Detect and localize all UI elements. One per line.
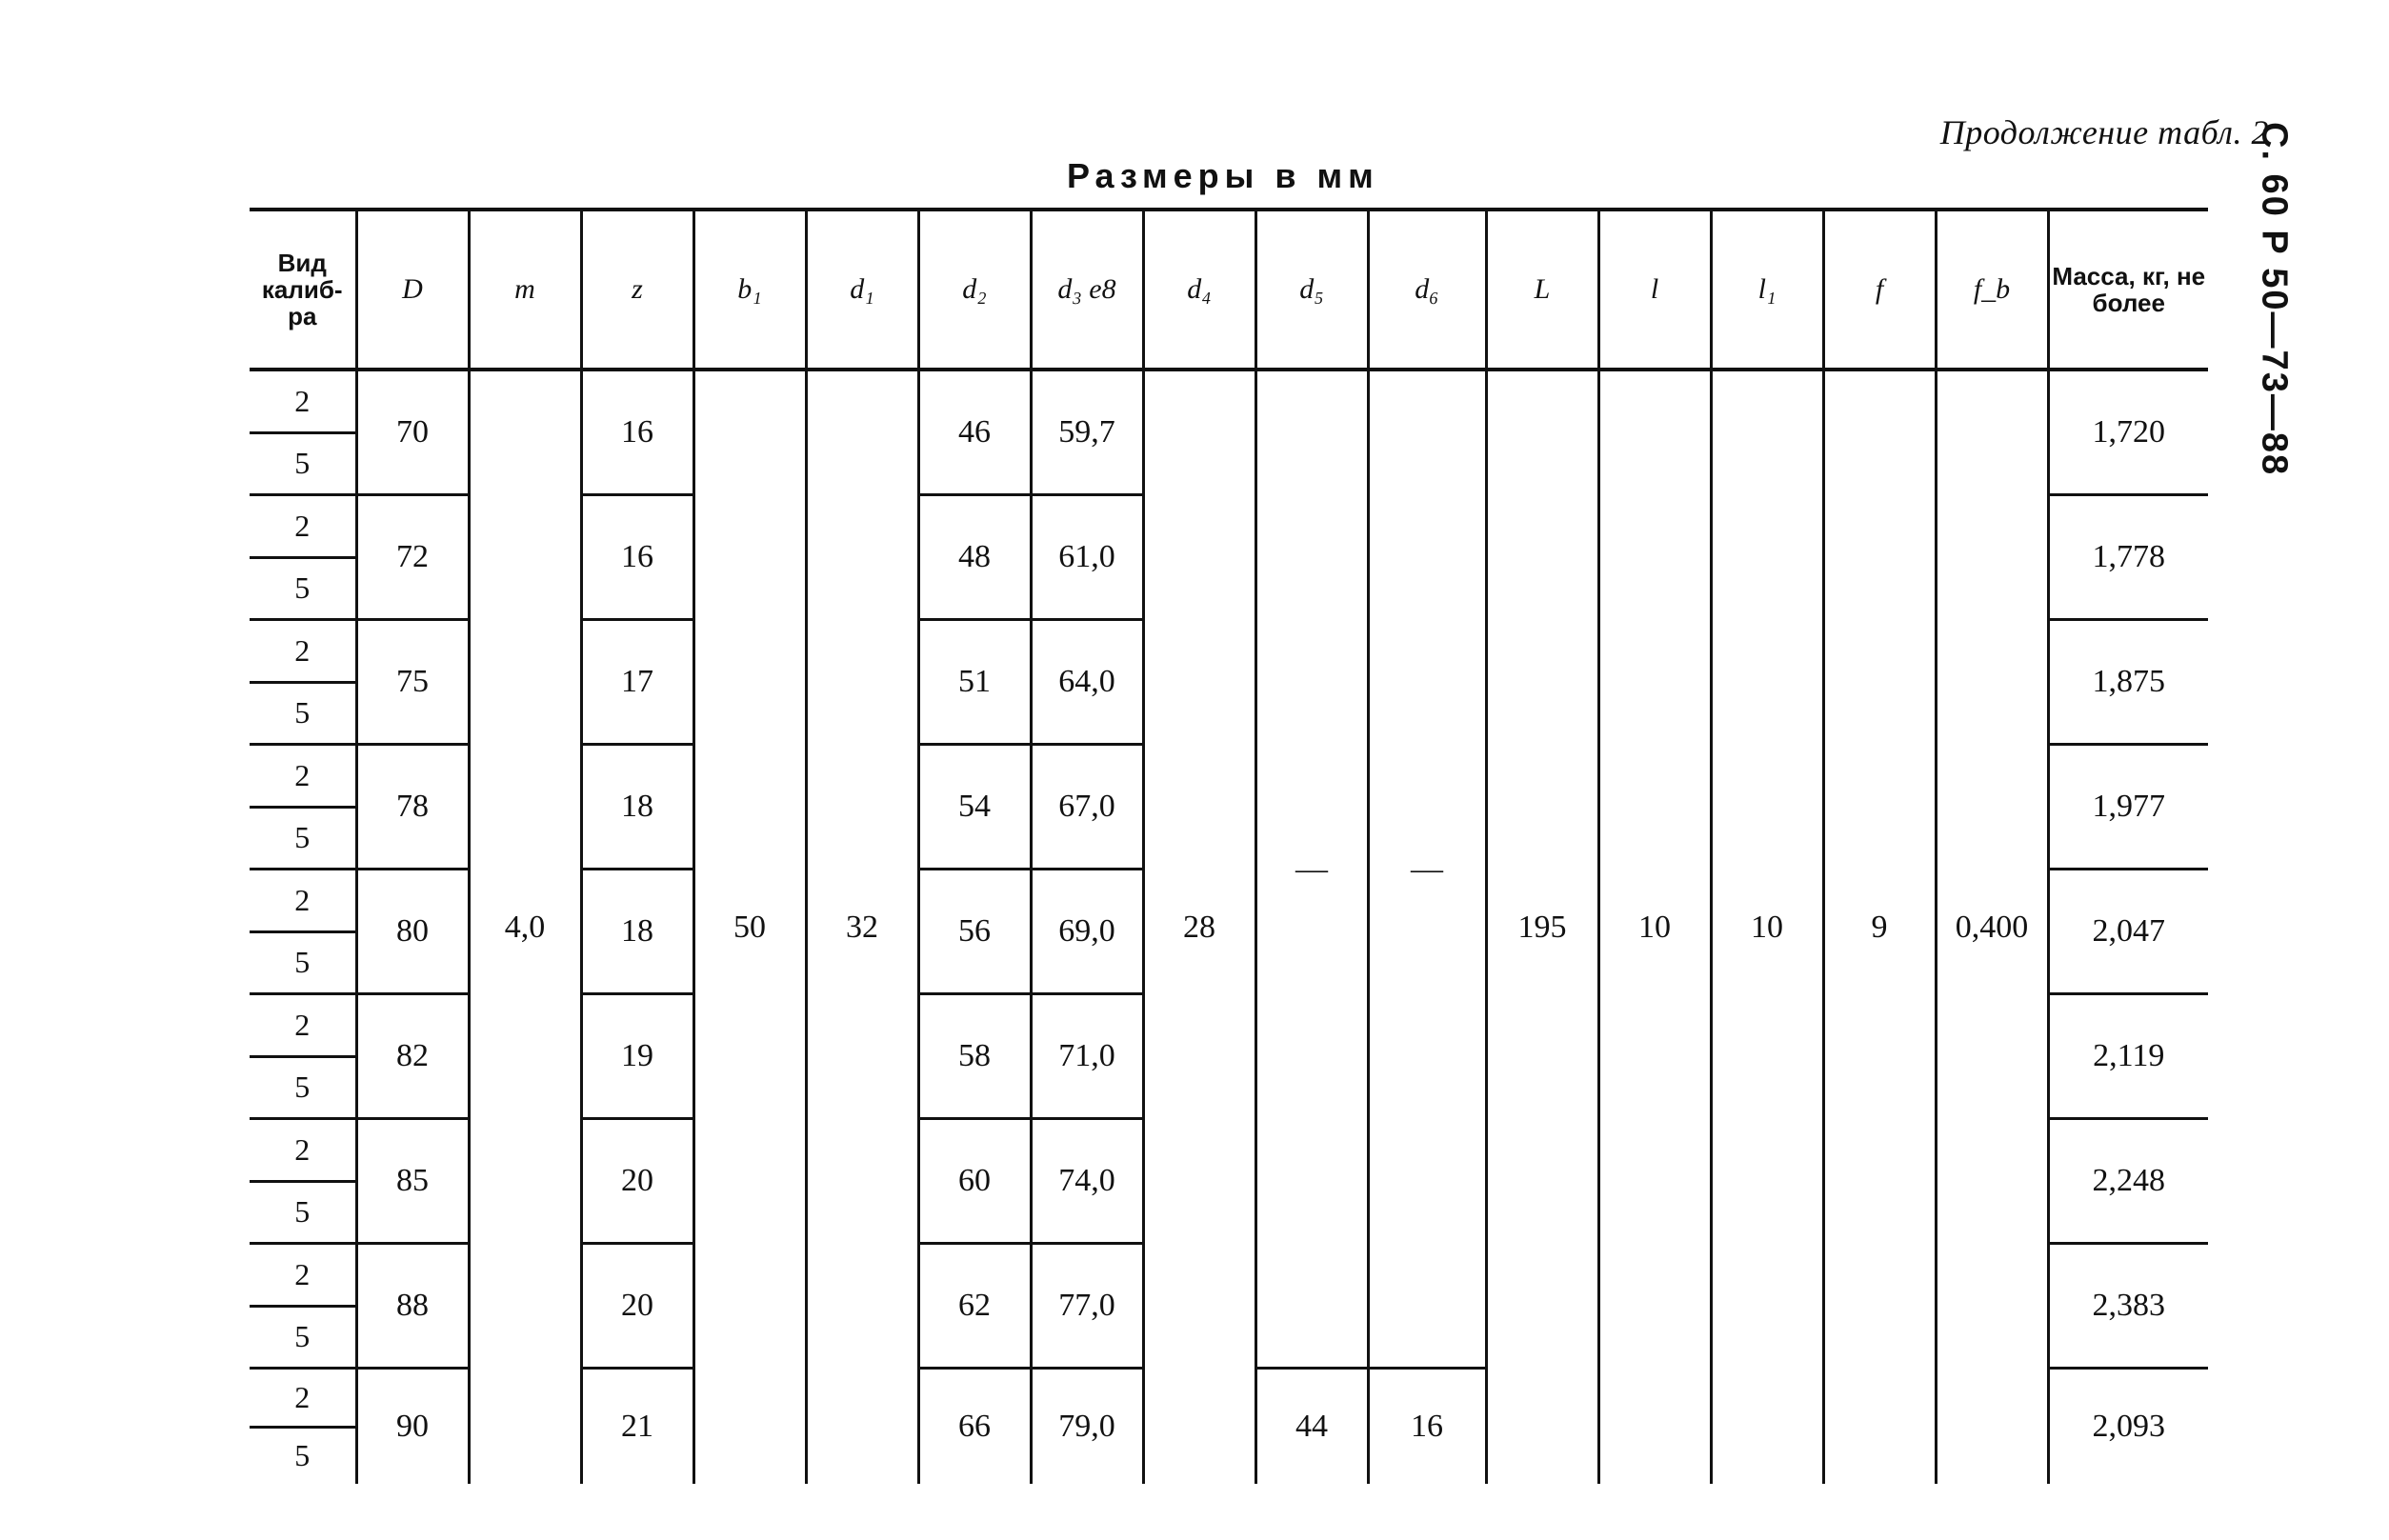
header-m: m	[469, 210, 581, 370]
kind-cell	[250, 994, 356, 1119]
cell-d2: 56	[918, 870, 1031, 994]
kind-bottom: 5	[294, 695, 311, 730]
cell-D: 85	[356, 1119, 469, 1244]
kind-bottom: 5	[294, 945, 311, 980]
cell-d2: 46	[918, 370, 1031, 495]
cell-z: 16	[581, 370, 693, 495]
kind-top: 2	[250, 870, 355, 933]
cell-z: 17	[581, 620, 693, 745]
cell-d3: 67,0	[1031, 745, 1143, 870]
header-kind: Вид калиб-ра	[250, 210, 356, 370]
table-row	[250, 370, 2208, 495]
table-header-row	[250, 210, 2208, 370]
kind-bottom: 5	[294, 1319, 311, 1354]
cell-D: 80	[356, 870, 469, 994]
cell-D: 70	[356, 370, 469, 495]
kind-fraction	[250, 746, 355, 868]
cell-d3: 61,0	[1031, 495, 1143, 620]
kind-cell	[250, 870, 356, 994]
kind-fraction	[250, 496, 355, 618]
cell-mass: 1,875	[2048, 620, 2208, 745]
kind-cell	[250, 370, 356, 495]
cell-z: 16	[581, 495, 693, 620]
cell-d2: 51	[918, 620, 1031, 745]
dimensions-table	[250, 208, 2208, 1484]
cell-z: 20	[581, 1119, 693, 1244]
header-f: f	[1823, 210, 1936, 370]
cell-D: 88	[356, 1244, 469, 1369]
kind-cell	[250, 1369, 356, 1485]
page-code-text: С. 60 Р 50—73—88	[2254, 122, 2295, 477]
cell-z: 21	[581, 1369, 693, 1485]
cell-d3: 59,7	[1031, 370, 1143, 495]
cell-z: 19	[581, 994, 693, 1119]
cell-f: 9	[1823, 370, 1936, 1484]
header-L: L	[1486, 210, 1598, 370]
cell-mass: 1,720	[2048, 370, 2208, 495]
cell-d3: 71,0	[1031, 994, 1143, 1119]
cell-d2: 60	[918, 1119, 1031, 1244]
kind-top: 2	[250, 496, 355, 559]
cell-D: 82	[356, 994, 469, 1119]
kind-cell	[250, 495, 356, 620]
kind-fraction	[250, 870, 355, 992]
cell-mass: 2,248	[2048, 1119, 2208, 1244]
kind-bottom: 5	[294, 570, 311, 606]
cell-d2: 48	[918, 495, 1031, 620]
cell-l: 10	[1598, 370, 1711, 1484]
cell-mass: 2,383	[2048, 1244, 2208, 1369]
cell-fb: 0,400	[1936, 370, 2048, 1484]
kind-top: 2	[250, 621, 355, 684]
cell-z: 18	[581, 745, 693, 870]
header-d3: d₃ e8	[1031, 210, 1143, 370]
cell-mass: 1,778	[2048, 495, 2208, 620]
cell-D: 78	[356, 745, 469, 870]
cell-d4: 28	[1143, 370, 1255, 1484]
page-code-vertical	[2250, 122, 2298, 503]
kind-cell	[250, 620, 356, 745]
kind-fraction	[250, 621, 355, 743]
kind-bottom: 5	[294, 446, 311, 481]
kind-bottom: 5	[294, 1438, 311, 1473]
header-D: D	[356, 210, 469, 370]
cell-d3: 64,0	[1031, 620, 1143, 745]
header-d6: d₆	[1368, 210, 1486, 370]
header-l: l	[1598, 210, 1711, 370]
kind-bottom: 5	[294, 820, 311, 855]
kind-top: 2	[250, 1245, 355, 1308]
kind-fraction	[250, 371, 355, 493]
cell-L: 195	[1486, 370, 1598, 1484]
cell-m: 4,0	[469, 370, 581, 1484]
header-b1: b₁	[693, 210, 806, 370]
kind-fraction	[250, 1245, 355, 1367]
header-mass: Масса, кг, не более	[2048, 210, 2208, 370]
kind-cell	[250, 745, 356, 870]
kind-top: 2	[250, 995, 355, 1058]
cell-d2: 66	[918, 1369, 1031, 1485]
kind-top: 2	[250, 746, 355, 809]
kind-cell	[250, 1244, 356, 1369]
cell-l1: 10	[1711, 370, 1823, 1484]
cell-d2: 62	[918, 1244, 1031, 1369]
cell-mass: 1,977	[2048, 745, 2208, 870]
cell-d5: —	[1255, 370, 1368, 1369]
header-d4: d₄	[1143, 210, 1255, 370]
header-l1: l₁	[1711, 210, 1823, 370]
kind-fraction	[250, 1120, 355, 1242]
cell-D: 90	[356, 1369, 469, 1485]
cell-d3: 77,0	[1031, 1244, 1143, 1369]
kind-top: 2	[250, 1120, 355, 1183]
header-z: z	[581, 210, 693, 370]
header-d1: d₁	[806, 210, 918, 370]
header-d2: d₂	[918, 210, 1031, 370]
cell-d2: 58	[918, 994, 1031, 1119]
cell-z: 18	[581, 870, 693, 994]
kind-fraction	[250, 995, 355, 1117]
cell-mass: 2,047	[2048, 870, 2208, 994]
cell-d3: 79,0	[1031, 1369, 1143, 1485]
cell-D: 72	[356, 495, 469, 620]
cell-z: 20	[581, 1244, 693, 1369]
header-d5: d₅	[1255, 210, 1368, 370]
cell-d2: 54	[918, 745, 1031, 870]
kind-bottom: 5	[294, 1194, 311, 1230]
cell-d1: 32	[806, 370, 918, 1484]
cell-mass: 2,093	[2048, 1369, 2208, 1485]
cell-mass: 2,119	[2048, 994, 2208, 1119]
kind-top: 2	[250, 1370, 355, 1429]
kind-fraction	[250, 1370, 355, 1484]
cell-d6-last: 16	[1368, 1369, 1486, 1485]
header-fb: f_b	[1936, 210, 2048, 370]
kind-top: 2	[250, 371, 355, 434]
cell-D: 75	[356, 620, 469, 745]
kind-cell	[250, 1119, 356, 1244]
cell-d3: 69,0	[1031, 870, 1143, 994]
cell-d6: —	[1368, 370, 1486, 1369]
units-caption: Размеры в мм	[1067, 156, 1379, 195]
table-body	[250, 370, 2208, 1484]
cell-b1: 50	[693, 370, 806, 1484]
kind-bottom: 5	[294, 1070, 311, 1105]
cell-d3: 74,0	[1031, 1119, 1143, 1244]
continuation-note: Продолжение табл. 2	[1939, 113, 2269, 151]
cell-d5-last: 44	[1255, 1369, 1368, 1485]
